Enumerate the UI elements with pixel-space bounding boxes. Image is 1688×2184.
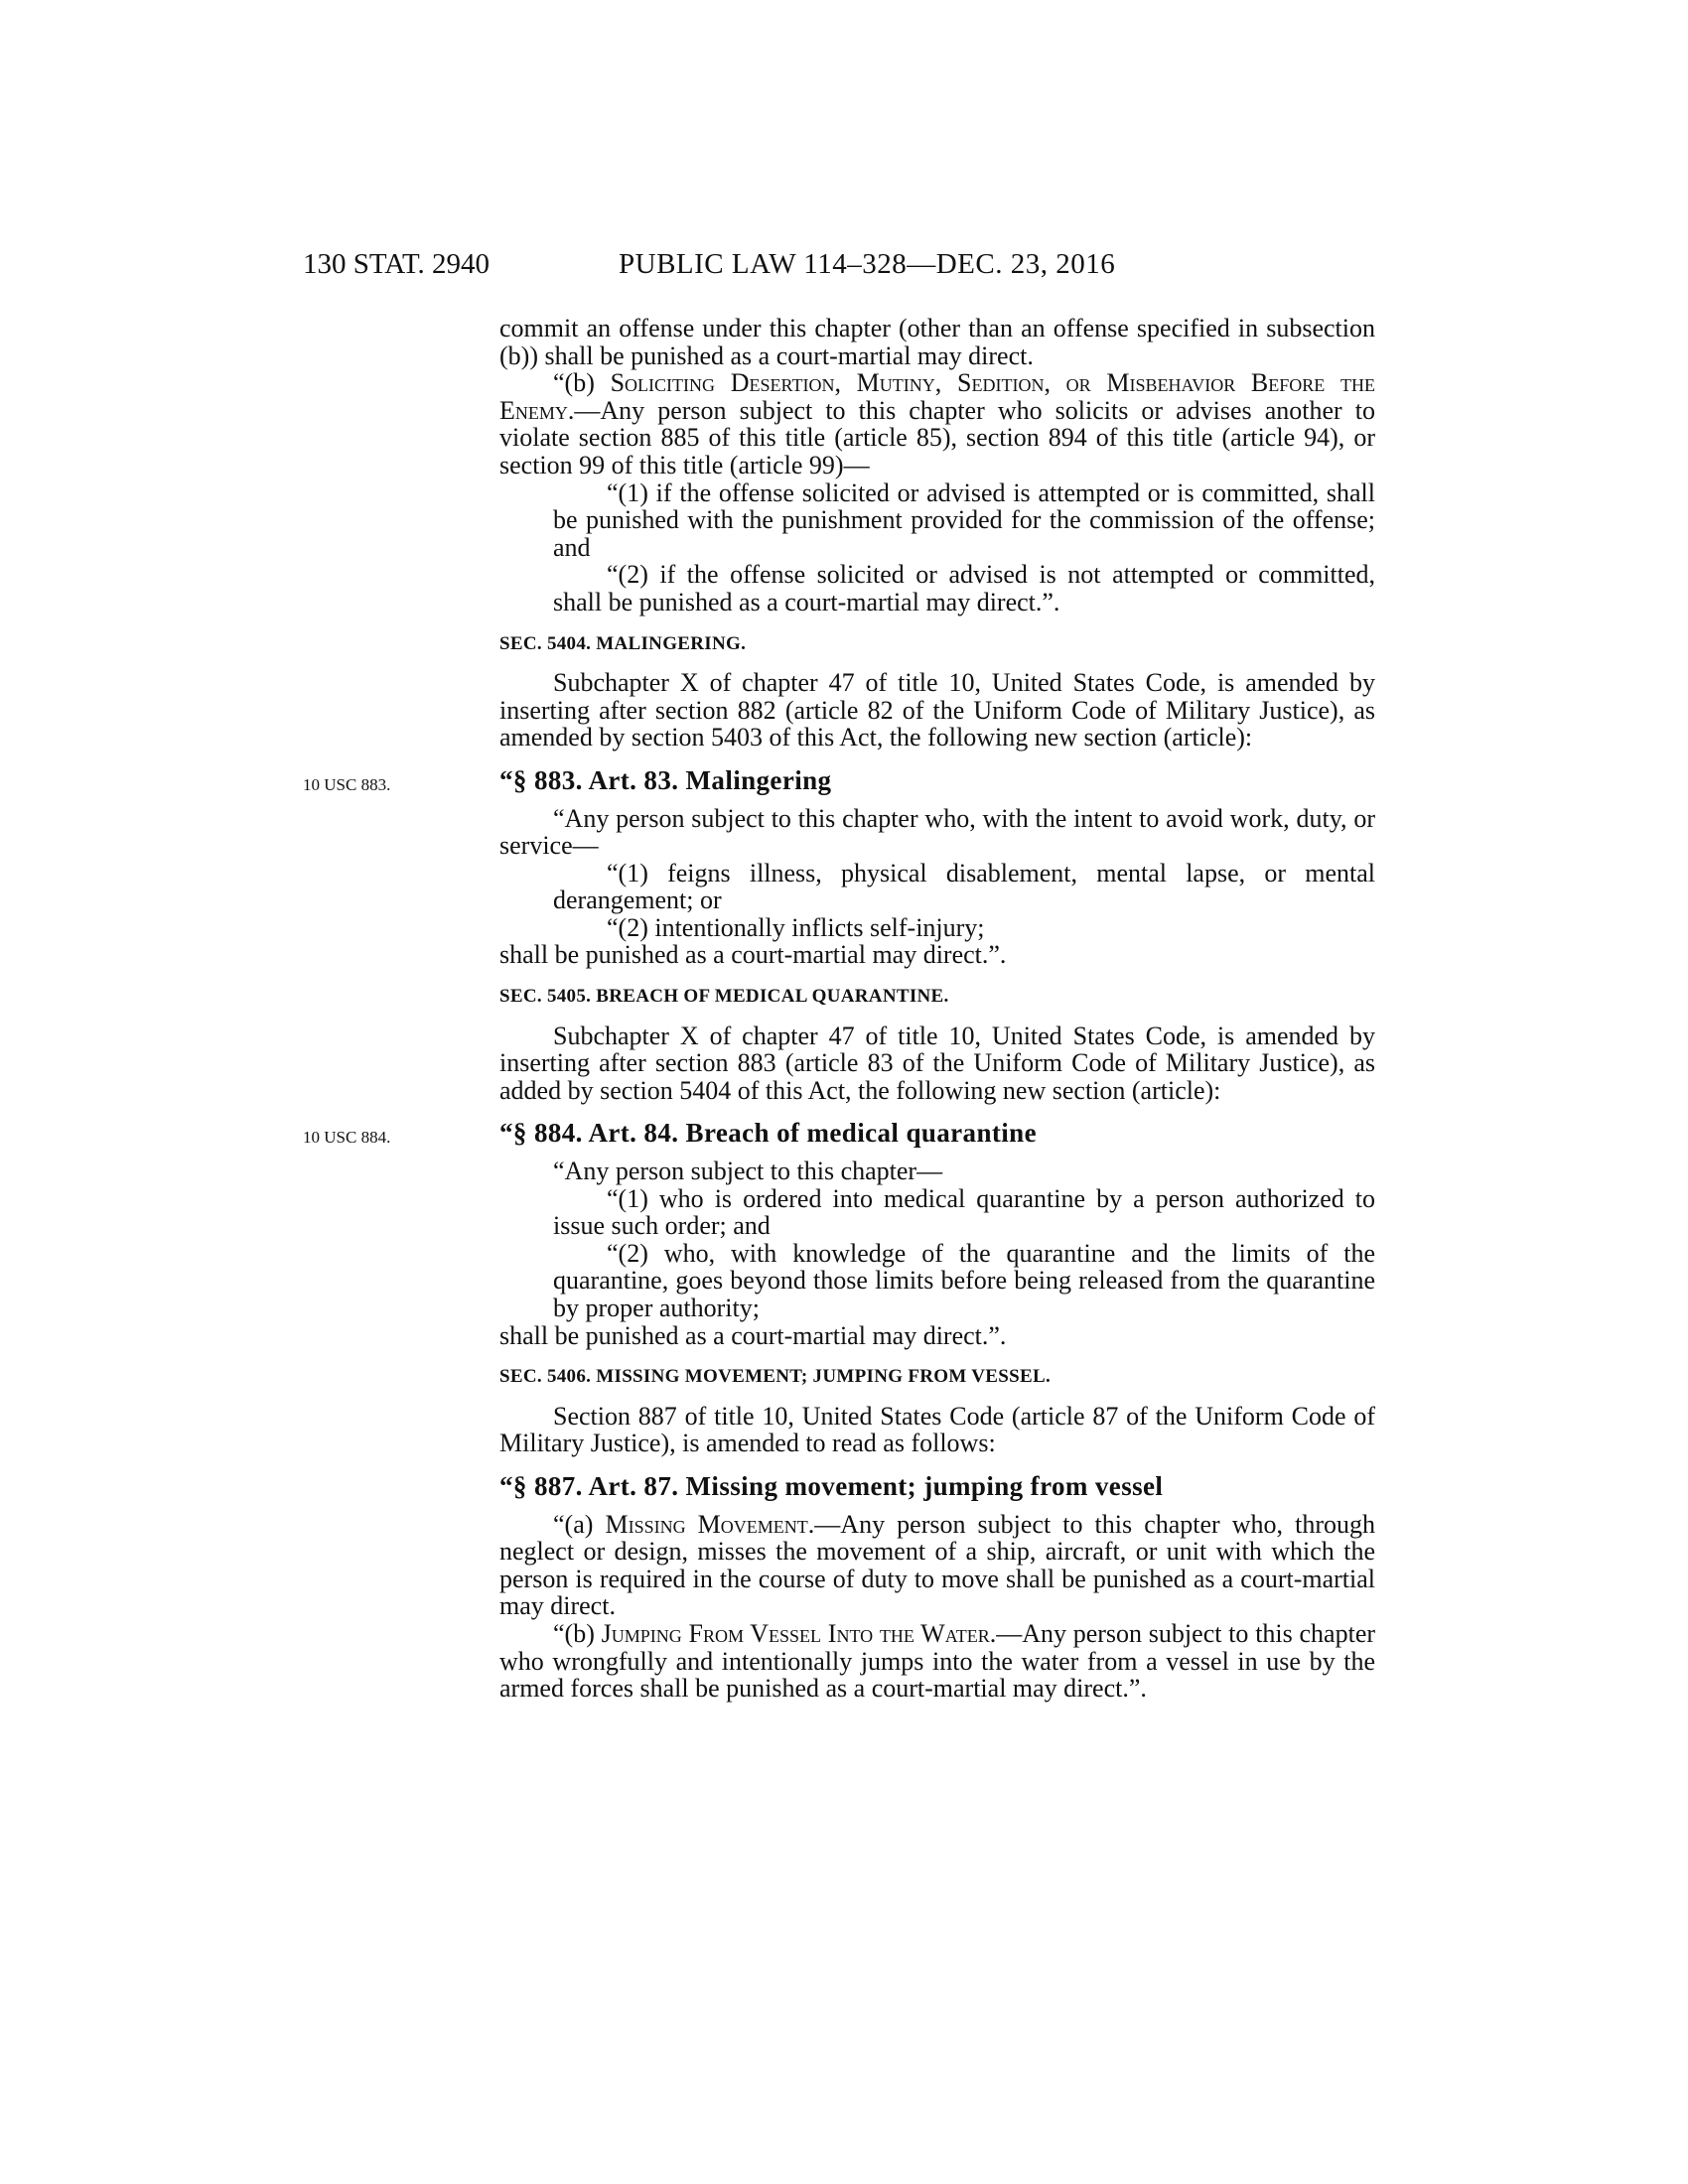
paragraph: shall be punished as a court-martial may direct.”. xyxy=(499,940,1007,970)
subsection-heading: Missing Movement xyxy=(605,1509,808,1539)
paragraph: “Any person subject to this chapter who, with the intent to avoid work, duty, or service— xyxy=(499,803,1375,861)
paragraph-item-1: “(1) feigns illness, physical disablement, mental lapse, or mental derangement; or xyxy=(553,858,1375,915)
paragraph-item-2: “(2) intentionally inflicts self-injury; xyxy=(607,912,985,942)
page-header xyxy=(303,248,1375,288)
paragraph-subsection-b: “(b) Soliciting Desertion, Mutiny, Sedition, or Misbehavior Before the Enemy.—Any person subject to this chapter who solicits or advises another to violate section 885 of this title (article 85), section 894 of this title (article 94), or section 99 of this title (article 99)— xyxy=(499,368,1375,479)
article-heading-884: 10 USC 884. “§ 884. Art. 84. Breach of medical quarantine xyxy=(499,1120,1375,1148)
paragraph-subsection-b: “(b) Jumping From Vessel Into the Water.—Any person subject to this chapter who wrongfully and intentionally jumps into the water from a vessel in use by the armed forces shall be punished as a court-martial may direct.”. xyxy=(499,1618,1376,1704)
section-heading-5405: SEC. 5405. BREACH OF MEDICAL QUARANTINE. xyxy=(499,986,949,1008)
paragraph: Section 887 of title 10, United States Code (article 87 of the Uniform Code of Military Justice), is amended to read as follows: xyxy=(499,1401,1375,1458)
margin-note-883: 10 USC 883. xyxy=(303,774,391,794)
paragraph-item-1: “(1) if the offense solicited or advised is attempted or is committed, shall be punished with the punishment provided for the commission of the offense; and xyxy=(553,478,1375,562)
document-body xyxy=(303,314,1376,1704)
section-heading-5404: SEC. 5404. MALINGERING. xyxy=(499,632,747,654)
paragraph: Subchapter X of chapter 47 of title 10, United States Code, is amended by inserting after section 883 (article 83 of the Uniform Code of Military Justice), as added by section 5404 of this Act, the following new section (article): xyxy=(499,1021,1375,1105)
paragraph: “Any person subject to this chapter— xyxy=(553,1157,943,1186)
paragraph-item-1: “(1) who is ordered into medical quarantine by a person authorized to issue such order; and xyxy=(553,1183,1375,1241)
stat-page-number: 130 STAT. 2940 xyxy=(303,248,491,280)
section-heading-5406: SEC. 5406. MISSING MOVEMENT; JUMPING FROM VESSEL. xyxy=(499,1366,1052,1388)
paragraph: Subchapter X of chapter 47 of title 10, United States Code, is amended by inserting after section 882 (article 82 of the Uniform Code of Military Justice), as amended by section 5403 of this Act, the following new section (article): xyxy=(499,668,1375,752)
paragraph: shall be punished as a court-martial may direct.”. xyxy=(499,1320,1007,1350)
paragraph-item-2: “(2) who, with knowledge of the quarantine and the limits of the quarantine, goes beyond those limits before being released from the quarantine by proper authority; xyxy=(553,1238,1375,1322)
article-heading-887: “§ 887. Art. 87. Missing movement; jumping from vessel xyxy=(499,1470,1164,1501)
paragraph: commit an offense under this chapter (other than an offense specified in subsection (b)) shall be punished as a court-martial may direct. xyxy=(499,314,1375,370)
subsection-heading: Jumping From Vessel Into the Water xyxy=(601,1618,990,1648)
article-heading-883: 10 USC 883. “§ 883. Art. 83. Malingering xyxy=(499,767,1375,795)
margin-note-884: 10 USC 884. xyxy=(303,1128,391,1148)
paragraph-subsection-a: “(a) Missing Movement.—Any person subject to this chapter who, through neglect or design, misses the movement of a ship, aircraft, or unit with which the person is required in the course of duty to move shall be punished as a court-martial may direct. xyxy=(499,1509,1376,1621)
subsection-heading: Soliciting Desertion, Mutiny, Sedition, or Misbehavior Before the Enemy xyxy=(499,368,1375,425)
paragraph-item-2: “(2) if the offense solicited or advised is not attempted or committed, shall be punished as a court-martial may direct.”. xyxy=(553,560,1375,616)
public-law-title: PUBLIC LAW 114–328—DEC. 23, 2016 xyxy=(619,248,1116,280)
